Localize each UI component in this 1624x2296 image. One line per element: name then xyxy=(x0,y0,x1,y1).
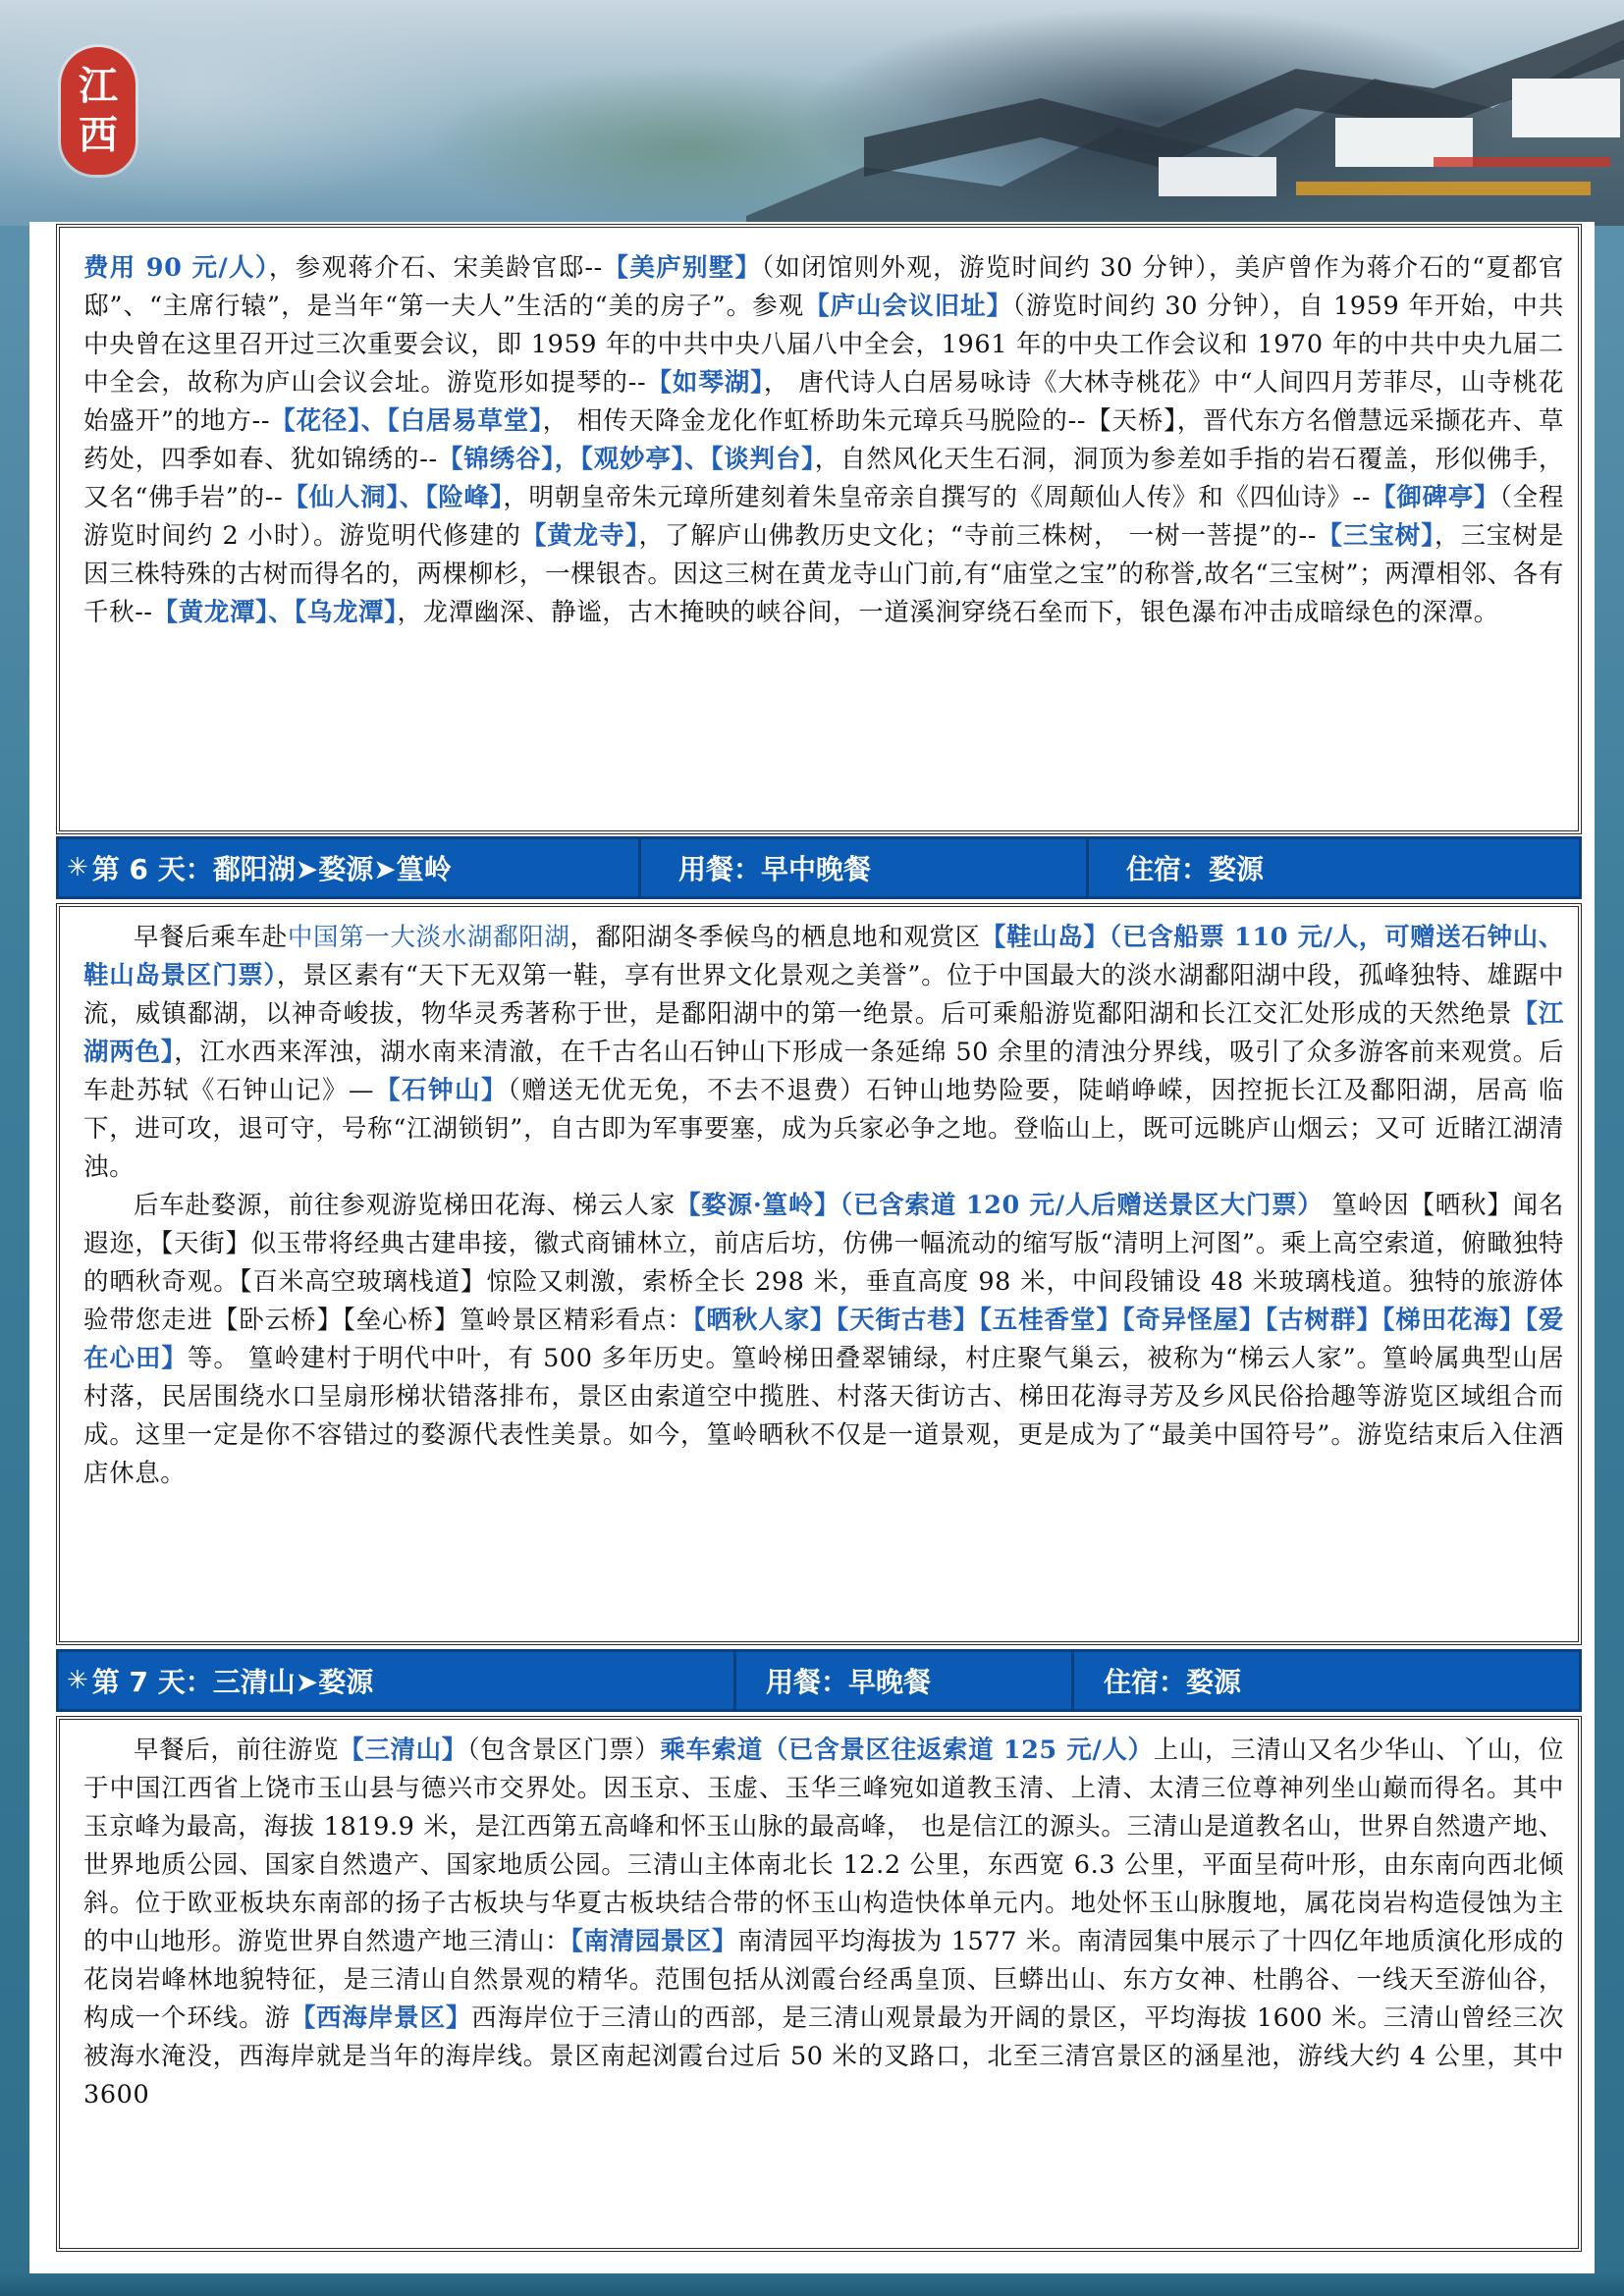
day5-content xyxy=(56,224,1582,834)
day6-header xyxy=(56,836,1582,899)
highlight-text: 【庐山会议旧址】 xyxy=(804,292,1013,321)
day6-stay: 住宿：婺源 xyxy=(1126,853,1265,885)
day5-paragraph xyxy=(83,249,1564,632)
day6-title-cell xyxy=(59,839,641,896)
body-text: 早餐后乘车赴 xyxy=(134,923,288,952)
highlight-text: 【美庐别墅】 xyxy=(602,253,762,283)
header-banner xyxy=(0,0,1624,226)
highlight-text: 费用 90 元/人） xyxy=(83,253,269,283)
highlight-text: 【三清山】 xyxy=(339,1735,467,1765)
highlight-text: 【黄龙潭】、【乌龙潭】 xyxy=(152,598,398,627)
body-text: 篁岭因【晒秋】闻名遐迩，【天街】似玉带将经典古建串接，徽式商铺林立，前店后坊，仿佛一幅流动的缩写版“清明上河图”。乘上高空索道，俯瞰独特的晒秋奇观。【百米高空玻璃栈道】惊险又刺激，索桥全长 298 米，垂直高度 98 米，中间段铺设 48 米玻璃栈道。独特的旅游体验带您走进【卧云桥】【垒心桥】篁岭景区精彩看点： xyxy=(83,1191,1565,1335)
day7-title: 第 7 天：三清山➤婺源 xyxy=(91,1666,374,1698)
body-text: 上山，三清山又名少华山、丫山，位于中国江西省上饶市玉山县与德兴市交界处。因玉京、玉虚、玉华三峰宛如道教玉清、上清、太清三位尊神列坐山巅而得名。其中玉京峰为最高，海拔 1819.9 米，是江西第五高峰和怀玉山脉的最高峰， 也是信江的源头。三清山是道教名山，世界自然遗产地、世界地质公园、国家自然遗产、国家地质公园。三清山主体南北长 12.2 公里，东西宽 6.3 公里，平面呈荷叶形，由东南向西北倾斜。位于欧亚板块东南部的扬子古板块与华夏古板块结合带的怀玉山构造快体单元内。地处怀玉山脉腹地，属花岗岩构造侵蚀为主的中山地形。游览世界自然遗产地三清山： xyxy=(83,1735,1564,1956)
body-text: ，三宝树是因三株特殊的古树而得名的，两棵柳杉，一棵银杏。因这三树在黄龙寺山门前,有“庙堂之宝”的称誉,故名“三宝树”；两潭相邻、各有千秋-- xyxy=(83,521,1564,627)
body-text: ， 唐代诗人白居易咏诗《大林寺桃花》中“人间四月芳菲尽，山寺桃花始盛开”的地方-- xyxy=(83,368,1564,436)
highlight-text: 【南清园景区】 xyxy=(570,1927,738,1956)
highlight-text: 【婺源·篁岭】（已含索道 120 元/人后赠送景区大门票） xyxy=(676,1191,1324,1220)
seal-char-1: 江 xyxy=(79,63,118,109)
body-text: ，了解庐山佛教历史文化；“寺前三株树， 一树一菩提”的-- xyxy=(638,521,1317,551)
day6-meal: 用餐：早中晚餐 xyxy=(678,853,872,885)
body-text: ，参观蒋介石、宋美龄官邸-- xyxy=(268,253,603,283)
body-text: ，鄱阳湖冬季候鸟的栖息地和观赏区 xyxy=(569,923,981,952)
jiangxi-seal xyxy=(61,47,135,175)
highlight-text: 【锦绣谷】，【观妙亭】、【谈判台】 xyxy=(437,445,815,474)
highlight-text: 【西海岸景区】 xyxy=(290,2003,472,2033)
day6-content xyxy=(56,903,1582,1645)
day6-stay-cell xyxy=(1089,839,1579,896)
day6-paragraph-1 xyxy=(83,919,1564,1187)
body-text: ，明朝皇帝朱元璋所建刻着朱皇帝亲自撰写的《周颠仙人传》和《四仙诗》-- xyxy=(503,483,1371,512)
body-text: 等。 篁岭建村于明代中叶，有 500 多年历史。篁岭梯田叠翠铺绿，村庄聚气巢云，被称为“梯云人家”。篁岭属典型山居村落，民居围绕水口呈扇形梯状错落排布，景区由索道空中揽胜、村落天街访古、梯田花海寻芳及乡风民俗拾趣等游览区域组合而成。这里一定是你不容错过的婺源代表性美景。如今，篁岭晒秋不仅是一道景观，更是成为了“最美中国符号”。游览结束后入住酒店休息。 xyxy=(83,1344,1565,1488)
day7-meal: 用餐：早晚餐 xyxy=(766,1666,932,1698)
body-text: （赠送无优无免，不去不退费）石钟山地势险要，陡峭峥嵘，因控扼长江及鄱阳湖，居高 临下，进可攻，退可守，号称“江湖锁钥”，自古即为军事要塞，成为兵家必争之地。登临山上，既可远眺庐山烟云；又可 近睹江湖清浊。 xyxy=(83,1076,1564,1182)
body-text: （游览时间约 30 分钟），自 1959 年开始，中共中央曾在这里召开过三次重要会议，即 1959 年的中共中央八届八中全会，1961 年的中央工作会议和 1970 年的中共中央九届二中全会，故称为庐山会议会址。游览形如提琴的-- xyxy=(83,292,1564,398)
day6-paragraph-2 xyxy=(83,1187,1564,1493)
star-icon: ✳ xyxy=(67,1666,88,1695)
day7-paragraph-1 xyxy=(83,1732,1564,2114)
day7-meal-cell xyxy=(736,1652,1074,1709)
day6-meal-cell xyxy=(641,839,1089,896)
day7-content xyxy=(56,1716,1582,2252)
highlight-text: 【黄龙寺】 xyxy=(520,521,639,551)
highlight-text: 【花径】、【白居易草堂】 xyxy=(270,406,543,436)
highlight-text: 【如琴湖】 xyxy=(646,368,764,398)
body-text: （如闭馆则外观，游览时间约 30 分钟），美庐曾作为蒋介石的“夏都官邸”、“主席行辕”，是当年“第一夫人”生活的“美的房子”。参观 xyxy=(83,253,1564,321)
body-text: ，龙潭幽深、静谧，古木掩映的峡谷间，一道溪涧穿绕石垒而下，银色瀑布冲击成暗绿色的深潭。 xyxy=(397,598,1499,627)
body-text: 西海岸位于三清山的西部，是三清山观景最为开阔的景区，平均海拔 1600 米。三清山曾经三次被海水淹没，西海岸就是当年的海岸线。景区南起浏霞台过后 50 米的叉路口，北至三清宫景区的涵星池，游线大约 4 公里，其中 3600 xyxy=(83,2003,1564,2109)
day7-stay: 住宿：婺源 xyxy=(1104,1666,1242,1698)
day7-title-cell xyxy=(59,1652,736,1709)
body-text: 南清园平均海拔为 1577 米。南清园集中展示了十四亿年地质演化形成的花岗岩峰林地貌特征，是三清山自然景观的精华。范围包括从浏霞台经禹皇顶、巨蟒出山、东方女神、杜鹃谷、一线天至游仙谷，构成一个环线。游 xyxy=(83,1927,1565,2033)
accent-text: 中国第一大淡水湖鄱阳湖 xyxy=(287,923,570,952)
bottom-frame xyxy=(0,2273,1624,2296)
body-text: （包含景区门票） xyxy=(466,1735,661,1765)
day7-stay-cell xyxy=(1074,1652,1579,1709)
highlight-text: 【鞋山岛】（已含船票 110 元/人，可赠送石钟山、鞋山岛景区门票） xyxy=(83,923,1564,990)
star-icon: ✳ xyxy=(67,853,88,882)
highlight-text: 【晒秋人家】【天街古巷】【五桂香堂】【奇异怪屋】【古树群】【梯田花海】【爱在心田】 xyxy=(83,1306,1564,1373)
body-text: ，景区素有“天下无双第一鞋，享有世界文化景观之美誉”。位于中国最大的淡水湖鄱阳湖中段，孤峰独特、雄踞中流，威镇鄱湖，以神奇峻拔，物华灵秀著称于世，是鄱阳湖中的第一绝景。后可乘船游览鄱阳湖和长江交汇处形成的天然绝景 xyxy=(83,961,1564,1029)
body-text: ，江水西来浑浊，湖水南来清澈，在千古名山石钟山下形成一条延绵 50 余里的清浊分界线，吸引了众多游客前来观赏。后车赴苏轼《石钟山记》— xyxy=(83,1038,1564,1105)
village-rooftops-image xyxy=(746,20,1624,226)
highlight-text: 【江湖两色】 xyxy=(83,999,1564,1067)
seal-char-2: 西 xyxy=(79,112,118,158)
body-text: （全程游览时间约 2 小时）。游览明代修建的 xyxy=(83,483,1564,551)
day6-title: 第 6 天：鄱阳湖➤婺源➤篁岭 xyxy=(91,853,452,885)
body-text: ， 相传天降金龙化作虹桥助朱元璋兵马脱险的--【天桥】，晋代东方名僧慧远采撷花卉、草药处，四季如春、犹如锦绣的-- xyxy=(83,406,1565,474)
highlight-text: 【三宝树】 xyxy=(1316,521,1435,551)
highlight-text: 【御碑亭】 xyxy=(1370,483,1500,512)
highlight-text: 【仙人洞】、【险峰】 xyxy=(283,483,504,512)
highlight-text: 【石钟山】 xyxy=(374,1076,509,1105)
body-text: 早餐后，前往游览 xyxy=(134,1735,340,1765)
highlight-text: 乘车索道（已含景区往返索道 125 元/人） xyxy=(660,1735,1154,1765)
body-text: 后车赴婺源，前往参观游览梯田花海、梯云人家 xyxy=(134,1191,677,1220)
body-text: ，自然风化天生石洞，洞顶为参差如手指的岩石覆盖，形似佛手，又名“佛手岩”的-- xyxy=(83,445,1564,512)
day7-header xyxy=(56,1649,1582,1712)
